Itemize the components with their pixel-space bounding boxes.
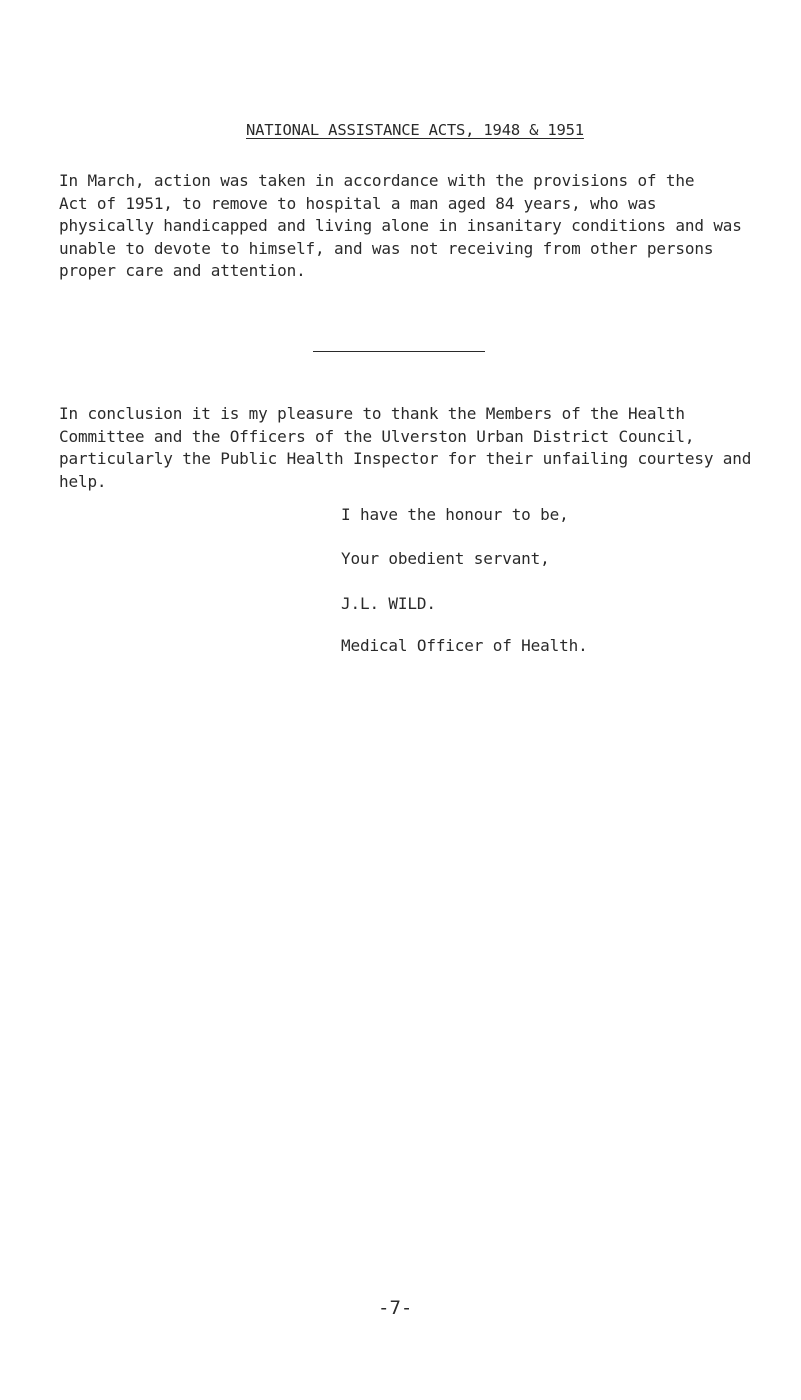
paragraph-line: Committee and the Officers of the Ulverston Urban District Council, [59, 426, 695, 446]
paragraph-line: help. [59, 471, 107, 491]
paragraph-line: Act of 1951, to remove to hospital a man aged 84 years, who was [59, 193, 657, 213]
signature-name: J.L. WILD. [341, 594, 436, 613]
closing-salutation: I have the honour to be, [341, 505, 569, 524]
closing-servant: Your obedient servant, [341, 549, 550, 568]
paragraph-line: In conclusion it is my pleasure to thank the Members of the Health [59, 404, 685, 423]
section-divider [313, 351, 485, 352]
paragraph-line: In March, action was taken in accordance with the provisions of the [59, 171, 695, 190]
page-number: -7- [378, 1297, 413, 1319]
section-heading: NATIONAL ASSISTANCE ACTS, 1948 & 1951 [246, 121, 584, 139]
paragraph-national-assistance [59, 170, 759, 283]
paragraph-conclusion [59, 403, 759, 493]
signature-title: Medical Officer of Health. [341, 636, 588, 655]
paragraph-line: proper care and attention. [59, 261, 306, 280]
paragraph-line: physically handicapped and living alone in insanitary conditions and was [59, 216, 742, 235]
paragraph-line: unable to devote to himself, and was not receiving from other persons [59, 238, 714, 258]
paragraph-line: particularly the Public Health Inspector for their unfailing courtesy and [59, 449, 752, 468]
